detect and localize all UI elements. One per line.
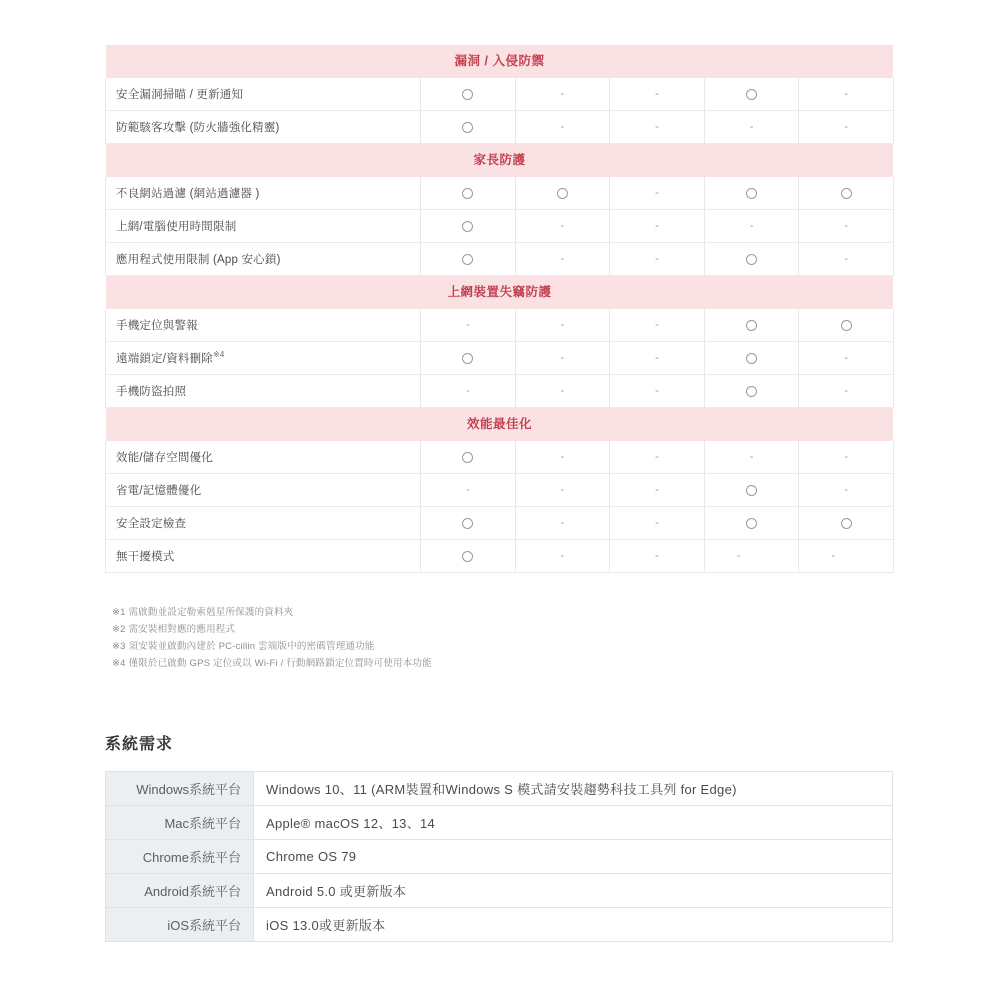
feature-comparison-table [105, 45, 894, 573]
feature-name-label: 不良網站過濾 (網站過濾器 ) [116, 188, 260, 200]
feature-name-label: 省電/記憶體優化 [116, 485, 202, 497]
support-no-mark [610, 210, 705, 243]
dash-icon: - [560, 219, 565, 232]
support-no-mark [515, 507, 610, 540]
dash-icon: - [560, 549, 565, 562]
support-no-mark [515, 375, 610, 408]
feature-name-cell [106, 474, 421, 507]
footnote-item: ※4 僅限於已啟動 GPS 定位或以 Wi-Fi / 行動網路鎖定位置時可使用本功能 [112, 658, 432, 669]
support-no-mark [704, 111, 799, 144]
circle-icon [462, 353, 473, 364]
dash-icon: - [844, 450, 849, 463]
feature-name-cell [106, 507, 421, 540]
table-row [106, 441, 894, 474]
support-yes-mark [704, 78, 799, 111]
platform-value-cell: iOS 13.0或更新版本 [254, 908, 893, 942]
support-yes-mark [421, 243, 516, 276]
dash-icon: - [736, 549, 741, 562]
dash-icon: - [465, 483, 470, 496]
circle-icon [746, 386, 757, 397]
support-no-mark [515, 540, 610, 573]
circle-icon [841, 518, 852, 529]
support-no-mark [610, 441, 705, 474]
support-no-mark [421, 375, 516, 408]
support-yes-mark [421, 111, 516, 144]
circle-icon [462, 122, 473, 133]
dash-icon: - [560, 318, 565, 331]
platform-value-cell: Android 5.0 或更新版本 [254, 874, 893, 908]
table-row [106, 243, 894, 276]
table-row [106, 78, 894, 111]
support-yes-mark [515, 177, 610, 210]
support-no-mark [610, 111, 705, 144]
dash-icon: - [831, 549, 836, 562]
support-yes-mark [704, 507, 799, 540]
platform-label-cell: Windows系統平台 [106, 772, 254, 806]
table-row [106, 210, 894, 243]
section-header-label: 漏洞 / 入侵防禦 [106, 45, 894, 78]
feature-name-cell [106, 309, 421, 342]
system-requirements-table-container [105, 771, 893, 942]
feature-name-cell [106, 111, 421, 144]
dash-icon: - [844, 87, 849, 100]
support-yes-mark [704, 375, 799, 408]
support-no-mark [610, 474, 705, 507]
support-yes-mark [704, 177, 799, 210]
support-yes-mark [799, 507, 894, 540]
support-yes-mark [799, 309, 894, 342]
system-requirement-row [106, 908, 893, 942]
circle-icon [557, 188, 568, 199]
platform-value-cell: Chrome OS 79 [254, 840, 893, 874]
system-requirement-row [106, 874, 893, 908]
support-no-mark [515, 342, 610, 375]
circle-icon [746, 353, 757, 364]
footnote-item: ※3 須安裝並啟動內建於 PC-cillin 雲端版中的密碼管理通功能 [112, 641, 375, 652]
support-yes-mark [704, 474, 799, 507]
dash-icon: - [655, 186, 659, 199]
dash-icon: - [655, 483, 659, 496]
section-header-row [106, 276, 894, 310]
circle-icon [746, 485, 757, 496]
support-no-mark [610, 342, 705, 375]
feature-name-label: 上網/電腦使用時間限制 [116, 221, 237, 233]
support-no-mark [515, 441, 610, 474]
support-no-mark [421, 474, 516, 507]
dash-icon: - [655, 384, 659, 397]
support-no-mark [610, 375, 705, 408]
dash-icon: - [749, 450, 754, 463]
support-no-mark [515, 210, 610, 243]
dash-icon: - [844, 252, 849, 265]
support-no-mark [799, 111, 894, 144]
support-no-mark [515, 243, 610, 276]
feature-name-cell [106, 540, 421, 573]
circle-icon [746, 254, 757, 265]
dash-icon: - [560, 384, 565, 397]
footnote-item: ※2 需安裝相對應的應用程式 [112, 624, 236, 635]
feature-name-label: 遠端鎖定/資料刪除 [116, 353, 213, 365]
platform-value-cell: Windows 10、11 (ARM裝置和Windows S 模式請安裝趨勢科技工具列 for Edge) [254, 772, 893, 806]
table-row [106, 177, 894, 210]
feature-name-label: 安全設定檢查 [116, 518, 187, 530]
dash-icon: - [655, 450, 659, 463]
support-yes-mark [799, 177, 894, 210]
circle-icon [462, 452, 473, 463]
feature-name-label: 應用程式使用限制 (App 安心鎖) [116, 254, 281, 266]
dash-icon: - [655, 318, 659, 331]
feature-name-cell [106, 177, 421, 210]
support-no-mark [515, 474, 610, 507]
support-no-mark [799, 342, 894, 375]
support-yes-mark [421, 507, 516, 540]
circle-icon [746, 320, 757, 331]
support-no-mark [799, 210, 894, 243]
support-no-mark [610, 540, 705, 573]
support-no-mark [421, 309, 516, 342]
table-row [106, 375, 894, 408]
system-requirements-table [105, 771, 893, 942]
dash-icon: - [844, 219, 849, 232]
section-header-label: 效能最佳化 [106, 408, 894, 442]
feature-name-label: 安全漏洞掃瞄 / 更新通知 [116, 89, 244, 101]
support-yes-mark [421, 342, 516, 375]
circle-icon [462, 551, 473, 562]
support-no-mark [515, 111, 610, 144]
dash-icon: - [560, 351, 565, 364]
dash-icon: - [655, 87, 659, 100]
dash-icon: - [560, 120, 565, 133]
support-no-mark [515, 78, 610, 111]
support-no-mark [610, 309, 705, 342]
dash-icon: - [560, 252, 565, 265]
platform-label-cell: Mac系統平台 [106, 806, 254, 840]
dash-icon: - [844, 483, 849, 496]
support-no-mark [610, 177, 705, 210]
table-row [106, 342, 894, 375]
support-no-mark [704, 441, 799, 474]
platform-value-cell: Apple® macOS 12、13、14 [254, 806, 893, 840]
dash-icon: - [655, 219, 659, 232]
dash-icon: - [560, 450, 565, 463]
dash-icon: - [560, 516, 565, 529]
circle-icon [462, 89, 473, 100]
feature-name-cell [106, 243, 421, 276]
support-no-mark [515, 309, 610, 342]
feature-name-cell [106, 78, 421, 111]
circle-icon [746, 518, 757, 529]
support-no-mark [799, 375, 894, 408]
dash-icon: - [655, 549, 659, 562]
dash-icon: - [844, 351, 849, 364]
dash-icon: - [465, 384, 470, 397]
circle-icon [462, 188, 473, 199]
circle-icon [746, 89, 757, 100]
dash-icon: - [560, 483, 565, 496]
support-no-mark [610, 78, 705, 111]
circle-icon [462, 254, 473, 265]
support-yes-mark [704, 342, 799, 375]
dash-icon: - [655, 351, 659, 364]
feature-name-cell [106, 342, 421, 375]
feature-name-label: 手機定位與警報 [116, 320, 198, 332]
footnote-item: ※1 需啟動並設定勒索剋星所保護的資料夾 [112, 607, 294, 618]
section-header-label: 上網裝置失竊防護 [106, 276, 894, 310]
section-header-row [106, 408, 894, 442]
support-no-mark [799, 441, 894, 474]
circle-icon [841, 188, 852, 199]
table-row [106, 309, 894, 342]
dash-icon: - [465, 318, 470, 331]
dash-icon: - [560, 87, 565, 100]
table-row [106, 474, 894, 507]
feature-name-label: 無干擾模式 [116, 551, 175, 563]
support-yes-mark [421, 210, 516, 243]
system-requirement-row [106, 840, 893, 874]
support-yes-mark [421, 78, 516, 111]
support-yes-mark [704, 309, 799, 342]
platform-label-cell: Android系統平台 [106, 874, 254, 908]
system-requirements-heading: 系統需求 [105, 736, 174, 753]
circle-icon [746, 188, 757, 199]
support-yes-mark [421, 441, 516, 474]
feature-name-label: 效能/儲存空間優化 [116, 452, 213, 464]
system-requirement-row [106, 772, 893, 806]
support-no-mark [799, 474, 894, 507]
table-row [106, 540, 894, 573]
support-no-mark [704, 540, 799, 573]
dash-icon: - [749, 120, 754, 133]
circle-icon [841, 320, 852, 331]
dash-icon: - [749, 219, 754, 232]
section-header-row [106, 45, 894, 78]
dash-icon: - [655, 516, 659, 529]
feature-name-label: 手機防盜拍照 [116, 386, 187, 398]
footnote-marker: ※4 [213, 350, 225, 360]
dash-icon: - [655, 120, 659, 133]
support-yes-mark [704, 243, 799, 276]
support-no-mark [610, 507, 705, 540]
dash-icon: - [844, 384, 849, 397]
support-no-mark [799, 243, 894, 276]
table-row [106, 507, 894, 540]
feature-name-cell [106, 441, 421, 474]
support-no-mark [704, 210, 799, 243]
system-requirement-row [106, 806, 893, 840]
table-row [106, 111, 894, 144]
section-header-label: 家長防護 [106, 144, 894, 178]
support-no-mark [799, 78, 894, 111]
support-yes-mark [421, 540, 516, 573]
dash-icon: - [844, 120, 849, 133]
section-header-row [106, 144, 894, 178]
feature-comparison-table-container [105, 45, 893, 573]
dash-icon: - [655, 252, 659, 265]
footnotes-list [112, 604, 712, 672]
circle-icon [462, 518, 473, 529]
platform-label-cell: Chrome系統平台 [106, 840, 254, 874]
support-yes-mark [421, 177, 516, 210]
feature-name-label: 防範駭客攻擊 (防火牆強化精靈) [116, 122, 280, 134]
feature-name-cell [106, 210, 421, 243]
support-no-mark [610, 243, 705, 276]
support-no-mark [799, 540, 894, 573]
platform-label-cell: iOS系統平台 [106, 908, 254, 942]
feature-name-cell [106, 375, 421, 408]
circle-icon [462, 221, 473, 232]
